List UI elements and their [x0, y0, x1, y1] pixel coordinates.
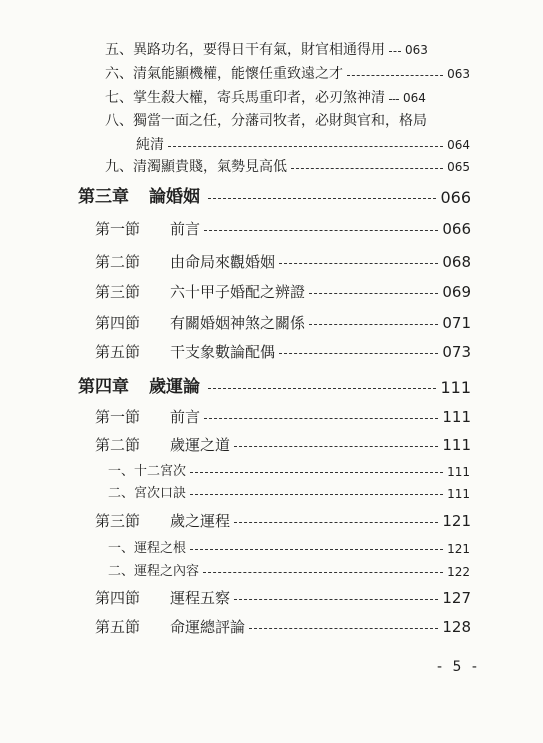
leader-dots — [389, 51, 401, 52]
leader-dots — [279, 263, 438, 264]
section-title: 六十甲子婚配之辨證 — [170, 283, 306, 301]
ch4-sec3-item-1 — [108, 542, 470, 555]
leader-dots — [208, 198, 436, 199]
leader-dots — [234, 522, 438, 523]
leader-dots — [309, 324, 438, 325]
ch4-section-1 — [95, 410, 471, 425]
chapter-title: 論婚姻 — [149, 187, 200, 207]
leader-dots — [279, 353, 438, 354]
toc-entry-page: 063 — [405, 43, 428, 57]
section-page: 111 — [442, 408, 471, 426]
section-page: 128 — [442, 618, 471, 636]
leader-dots — [204, 418, 438, 419]
section-page: 068 — [442, 253, 471, 271]
leader-dots — [234, 446, 438, 447]
section-label: 第一節 — [95, 408, 141, 426]
ch3-section-4 — [95, 316, 471, 331]
ch3-section-1 — [95, 222, 471, 237]
ch4-section-3 — [95, 514, 471, 529]
item-text: 二、宮次口訣 — [108, 486, 187, 501]
toc-entry-8-line2 — [136, 138, 470, 152]
leader-dots — [234, 599, 438, 600]
item-page: 111 — [447, 464, 470, 479]
toc-entry-7 — [105, 91, 470, 105]
ch4-section-2 — [95, 438, 471, 453]
leader-dots — [208, 388, 436, 389]
toc-entry-text: 六、清氣能顯機權，能懷任重致遠之才 — [105, 66, 343, 82]
section-page: 069 — [442, 283, 471, 301]
section-title: 歲運之道 — [170, 436, 231, 454]
section-label: 第五節 — [95, 618, 141, 636]
section-title: 歲之運程 — [170, 512, 231, 530]
toc-entry-text: 九、清濁顯貴賤，氣勢見高低 — [105, 159, 287, 175]
item-text: 一、運程之根 — [108, 541, 187, 556]
section-title: 命運總評論 — [170, 618, 246, 636]
section-label: 第一節 — [95, 220, 141, 238]
ch3-section-3 — [95, 285, 471, 300]
leader-dots — [291, 168, 443, 169]
section-label: 第三節 — [95, 283, 141, 301]
chapter-4-heading — [78, 379, 471, 396]
leader-dots — [204, 230, 438, 231]
section-page: 111 — [442, 436, 471, 454]
section-title: 由命局來觀婚姻 — [170, 253, 276, 271]
chapter-label: 第四章 — [78, 377, 129, 397]
toc-entry-text: 五、異路功名，要得日干有氣，財官相通得用 — [105, 42, 385, 58]
section-title: 有關婚姻神煞之關係 — [170, 314, 306, 332]
leader-dots — [190, 494, 443, 495]
leader-dots — [249, 628, 438, 629]
toc-entry-text: 純清 — [136, 137, 164, 153]
section-label: 第二節 — [95, 253, 141, 271]
section-page: 127 — [442, 589, 471, 607]
ch3-section-5 — [95, 345, 471, 360]
leader-dots — [168, 146, 443, 147]
toc-entry-page: 064 — [447, 138, 470, 152]
leader-dots — [309, 293, 438, 294]
item-page: 111 — [447, 486, 470, 501]
toc-entry-8-line1: 八、獨當一面之任，分藩司牧者，必財與官和，格局 — [105, 113, 427, 129]
section-label: 第四節 — [95, 314, 141, 332]
ch4-sec3-item-2 — [108, 565, 470, 578]
chapter-page: 066 — [440, 187, 471, 207]
toc-entry-page: 063 — [447, 67, 470, 81]
page-number: - 5 - — [437, 659, 480, 675]
toc-entry-page: 064 — [403, 91, 426, 105]
item-page: 122 — [447, 564, 470, 579]
chapter-3-heading — [78, 189, 471, 206]
chapter-label: 第三章 — [78, 187, 129, 207]
item-text: 一、十二宮次 — [108, 464, 187, 479]
leader-dots — [190, 472, 443, 473]
toc-entry-text: 七、掌生殺大權，寄兵馬重印者，必刃煞神清 — [105, 90, 385, 106]
leader-dots — [389, 99, 399, 100]
section-label: 第五節 — [95, 343, 141, 361]
ch4-section-5 — [95, 620, 471, 635]
section-page: 066 — [442, 220, 471, 238]
ch4-sec2-item-2 — [108, 487, 470, 500]
section-title: 干支象數論配偶 — [170, 343, 276, 361]
leader-dots — [347, 75, 443, 76]
leader-dots — [190, 549, 443, 550]
ch3-section-2 — [95, 255, 471, 270]
chapter-page: 111 — [440, 377, 471, 397]
ch4-section-4 — [95, 591, 471, 606]
toc-entry-page: 065 — [447, 160, 470, 174]
item-page: 121 — [447, 541, 470, 556]
toc-entry-5 — [105, 43, 470, 57]
toc-entry-6 — [105, 67, 470, 81]
item-text: 二、運程之內容 — [108, 564, 200, 579]
leader-dots — [203, 572, 443, 573]
toc-entry-9 — [105, 160, 470, 174]
section-page: 073 — [442, 343, 471, 361]
section-title: 前言 — [170, 408, 201, 426]
ch4-sec2-item-1 — [108, 465, 470, 478]
section-page: 071 — [442, 314, 471, 332]
section-title: 運程五察 — [170, 589, 231, 607]
chapter-title: 歲運論 — [149, 377, 200, 397]
section-label: 第二節 — [95, 436, 141, 454]
section-label: 第三節 — [95, 512, 141, 530]
section-label: 第四節 — [95, 589, 141, 607]
section-page: 121 — [442, 512, 471, 530]
section-title: 前言 — [170, 220, 201, 238]
